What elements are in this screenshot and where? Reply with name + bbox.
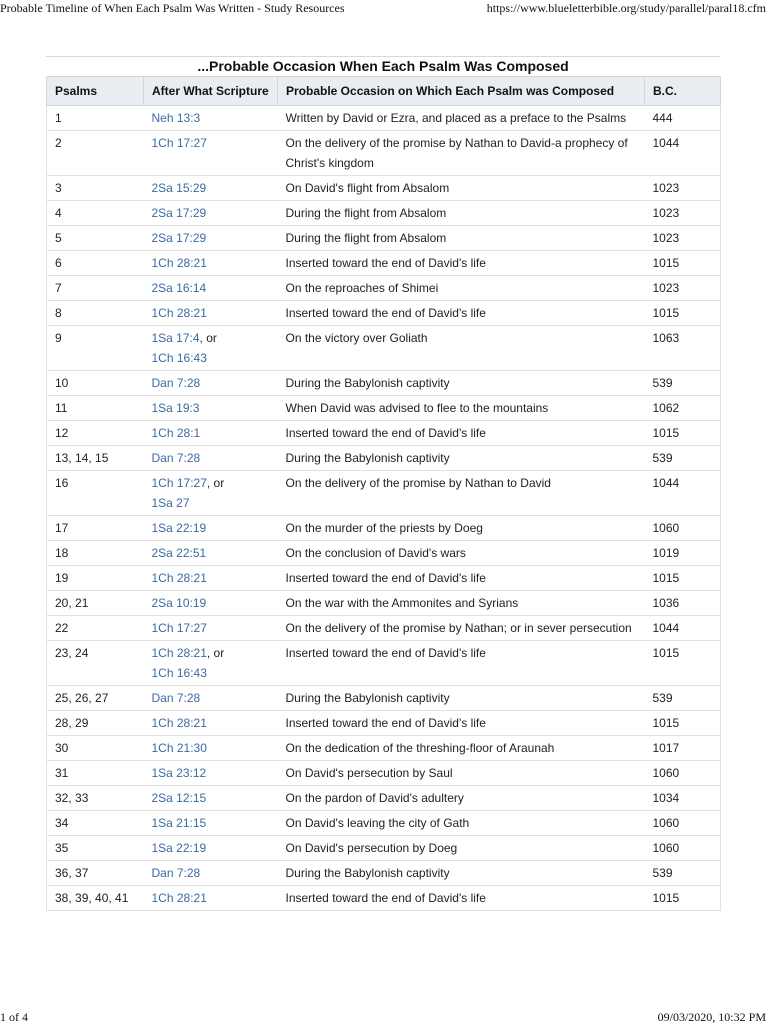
cell-scripture xyxy=(144,201,278,226)
cell-bc: 1015 xyxy=(645,301,721,326)
table-row xyxy=(47,326,721,371)
scripture-joiner: , or xyxy=(199,331,217,345)
cell-bc: 1015 xyxy=(645,566,721,591)
cell-scripture xyxy=(144,131,278,176)
table-row xyxy=(47,276,721,301)
cell-scripture xyxy=(144,836,278,861)
scripture-link[interactable]: 2Sa 15:29 xyxy=(151,181,207,195)
scripture-link[interactable]: 1Ch 21:30 xyxy=(151,741,207,755)
cell-scripture xyxy=(144,226,278,251)
cell-occasion: On David's persecution by Saul xyxy=(278,761,645,786)
cell-scripture xyxy=(144,541,278,566)
cell-bc: 1015 xyxy=(645,251,721,276)
cell-bc: 539 xyxy=(645,686,721,711)
scripture-link[interactable]: 2Sa 12:15 xyxy=(151,791,207,805)
table-row xyxy=(47,421,721,446)
scripture-link[interactable]: 1Ch 17:27 xyxy=(151,136,207,150)
scripture-link[interactable]: Dan 7:28 xyxy=(151,451,201,465)
table-row xyxy=(47,251,721,276)
cell-scripture xyxy=(144,591,278,616)
cell-scripture xyxy=(144,396,278,421)
cell-psalms: 25, 26, 27 xyxy=(47,686,144,711)
table-row xyxy=(47,541,721,566)
cell-psalms: 5 xyxy=(47,226,144,251)
scripture-joiner: , or xyxy=(206,646,225,660)
scripture-link[interactable]: 2Sa 10:19 xyxy=(151,596,207,610)
cell-bc: 1015 xyxy=(645,711,721,736)
cell-psalms: 20, 21 xyxy=(47,591,144,616)
cell-psalms: 1 xyxy=(47,106,144,131)
table-row xyxy=(47,301,721,326)
cell-occasion: Inserted toward the end of David's life xyxy=(278,251,645,276)
cell-psalms: 17 xyxy=(47,516,144,541)
cell-psalms: 13, 14, 15 xyxy=(47,446,144,471)
cell-occasion: During the flight from Absalom xyxy=(278,226,645,251)
cell-occasion: On the conclusion of David's wars xyxy=(278,541,645,566)
cell-bc: 1015 xyxy=(645,886,721,911)
cell-scripture xyxy=(144,446,278,471)
cell-psalms: 6 xyxy=(47,251,144,276)
cell-psalms: 11 xyxy=(47,396,144,421)
table-row xyxy=(47,396,721,421)
cell-occasion: During the Babylonish captivity xyxy=(278,446,645,471)
cell-occasion: On the reproaches of Shimei xyxy=(278,276,645,301)
cell-psalms: 38, 39, 40, 41 xyxy=(47,886,144,911)
scripture-link[interactable]: 1Sa 19:3 xyxy=(151,401,200,415)
cell-occasion: Inserted toward the end of David's life xyxy=(278,711,645,736)
cell-occasion: On the delivery of the promise by Nathan to David-a prophecy of Christ's kingdom xyxy=(278,131,645,176)
cell-occasion: Inserted toward the end of David's life xyxy=(278,421,645,446)
print-header xyxy=(0,1,768,16)
table-row xyxy=(47,786,721,811)
cell-occasion: On the war with the Ammonites and Syrians xyxy=(278,591,645,616)
cell-bc: 539 xyxy=(645,371,721,396)
table-row xyxy=(47,106,721,131)
cell-bc: 1036 xyxy=(645,591,721,616)
cell-scripture xyxy=(144,471,278,516)
cell-scripture xyxy=(144,886,278,911)
table-row xyxy=(47,811,721,836)
cell-psalms: 12 xyxy=(47,421,144,446)
cell-occasion: On the pardon of David's adultery xyxy=(278,786,645,811)
cell-occasion: Inserted toward the end of David's life xyxy=(278,566,645,591)
cell-bc: 444 xyxy=(645,106,721,131)
scripture-link[interactable]: Dan 7:28 xyxy=(151,866,201,880)
scripture-link[interactable]: 1Ch 28:21 xyxy=(151,891,207,905)
table-row xyxy=(47,861,721,886)
cell-occasion: On David's leaving the city of Gath xyxy=(278,811,645,836)
table-row xyxy=(47,616,721,641)
cell-psalms: 22 xyxy=(47,616,144,641)
scripture-link[interactable]: 1Ch 17:27 xyxy=(151,621,207,635)
study-resource-content xyxy=(46,56,720,911)
table-row xyxy=(47,761,721,786)
cell-occasion: During the Babylonish captivity xyxy=(278,861,645,886)
scripture-link[interactable]: 1Ch 28:21 xyxy=(151,716,207,730)
cell-psalms: 32, 33 xyxy=(47,786,144,811)
psalm-timeline-table xyxy=(46,76,721,911)
cell-occasion: During the Babylonish captivity xyxy=(278,686,645,711)
table-row xyxy=(47,226,721,251)
scripture-link[interactable]: 1Sa 27 xyxy=(151,496,190,510)
table-title: ...Probable Occasion When Each Psalm Was Composed xyxy=(46,56,720,76)
cell-scripture xyxy=(144,326,278,371)
column-header-bc: B.C. xyxy=(645,77,721,106)
scripture-link[interactable]: Dan 7:28 xyxy=(151,691,201,705)
cell-psalms: 9 xyxy=(47,326,144,371)
cell-occasion: On the delivery of the promise by Nathan; or in sever persecution xyxy=(278,616,645,641)
cell-psalms: 35 xyxy=(47,836,144,861)
scripture-joiner: , or xyxy=(206,476,225,490)
cell-scripture xyxy=(144,811,278,836)
cell-bc: 1015 xyxy=(645,421,721,446)
cell-occasion: On David's persecution by Doeg xyxy=(278,836,645,861)
cell-psalms: 7 xyxy=(47,276,144,301)
cell-bc: 1060 xyxy=(645,516,721,541)
cell-psalms: 4 xyxy=(47,201,144,226)
cell-bc: 1060 xyxy=(645,761,721,786)
cell-psalms: 2 xyxy=(47,131,144,176)
cell-occasion: Written by David or Ezra, and placed as a preface to the Psalms xyxy=(278,106,645,131)
cell-occasion: On the murder of the priests by Doeg xyxy=(278,516,645,541)
scripture-link[interactable]: 2Sa 17:29 xyxy=(151,206,207,220)
cell-bc: 1015 xyxy=(645,641,721,686)
cell-psalms: 23, 24 xyxy=(47,641,144,686)
cell-scripture xyxy=(144,301,278,326)
scripture-link[interactable]: 1Sa 21:15 xyxy=(151,816,207,830)
cell-bc: 1060 xyxy=(645,836,721,861)
table-row xyxy=(47,641,721,686)
print-page-title: Probable Timeline of When Each Psalm Was Written - Study Resources xyxy=(0,1,345,15)
cell-occasion: On the dedication of the threshing-floor of Araunah xyxy=(278,736,645,761)
cell-bc: 1044 xyxy=(645,616,721,641)
cell-scripture xyxy=(144,641,278,686)
scripture-link[interactable]: 1Ch 16:43 xyxy=(151,666,207,680)
table-header-row xyxy=(47,77,721,106)
scripture-link[interactable]: Dan 7:28 xyxy=(151,376,201,390)
cell-psalms: 34 xyxy=(47,811,144,836)
cell-occasion: On David's flight from Absalom xyxy=(278,176,645,201)
cell-scripture xyxy=(144,176,278,201)
table-body xyxy=(47,106,721,911)
table-row xyxy=(47,836,721,861)
table-row xyxy=(47,471,721,516)
cell-scripture xyxy=(144,371,278,396)
cell-psalms: 18 xyxy=(47,541,144,566)
cell-psalms: 8 xyxy=(47,301,144,326)
table-row xyxy=(47,371,721,396)
cell-scripture xyxy=(144,566,278,591)
scripture-link[interactable]: 1Sa 22:19 xyxy=(151,521,207,535)
table-row xyxy=(47,516,721,541)
cell-occasion: Inserted toward the end of David's life xyxy=(278,886,645,911)
cell-scripture xyxy=(144,251,278,276)
scripture-link[interactable]: 2Sa 16:14 xyxy=(151,281,207,295)
table-row xyxy=(47,736,721,761)
cell-psalms: 3 xyxy=(47,176,144,201)
scripture-link[interactable]: 1Ch 28:21 xyxy=(151,571,207,585)
table-row xyxy=(47,446,721,471)
cell-bc: 1034 xyxy=(645,786,721,811)
cell-scripture xyxy=(144,761,278,786)
cell-bc: 1017 xyxy=(645,736,721,761)
cell-psalms: 36, 37 xyxy=(47,861,144,886)
scripture-link[interactable]: 1Ch 16:43 xyxy=(151,351,207,365)
cell-scripture xyxy=(144,516,278,541)
cell-scripture xyxy=(144,106,278,131)
table-row xyxy=(47,886,721,911)
cell-occasion: On the victory over Goliath xyxy=(278,326,645,371)
scripture-link[interactable]: 2Sa 17:29 xyxy=(151,231,207,245)
cell-psalms: 30 xyxy=(47,736,144,761)
cell-bc: 1044 xyxy=(645,471,721,516)
cell-bc: 1044 xyxy=(645,131,721,176)
cell-bc: 1023 xyxy=(645,226,721,251)
scripture-link[interactable]: 1Ch 28:21 xyxy=(151,306,207,320)
scripture-link[interactable]: 1Ch 17:27 xyxy=(151,476,207,490)
cell-psalms: 31 xyxy=(47,761,144,786)
scripture-link[interactable]: 1Ch 28:21 xyxy=(151,646,207,660)
cell-occasion: During the Babylonish captivity xyxy=(278,371,645,396)
cell-scripture xyxy=(144,686,278,711)
cell-psalms: 28, 29 xyxy=(47,711,144,736)
scripture-link[interactable]: 1Sa 22:19 xyxy=(151,841,207,855)
print-page-url: https://www.blueletterbible.org/study/parallel/paral18.cfm xyxy=(486,1,766,15)
scripture-link[interactable]: 2Sa 22:51 xyxy=(151,546,207,560)
cell-scripture xyxy=(144,616,278,641)
cell-occasion: Inserted toward the end of David's life xyxy=(278,641,645,686)
scripture-link[interactable]: 1Ch 28:1 xyxy=(151,426,201,440)
cell-scripture xyxy=(144,711,278,736)
table-row xyxy=(47,131,721,176)
cell-scripture xyxy=(144,421,278,446)
table-row xyxy=(47,711,721,736)
cell-bc: 1063 xyxy=(645,326,721,371)
print-footer xyxy=(0,1010,768,1024)
cell-bc: 1023 xyxy=(645,276,721,301)
cell-psalms: 16 xyxy=(47,471,144,516)
cell-occasion: Inserted toward the end of David's life xyxy=(278,301,645,326)
cell-occasion: When David was advised to flee to the mountains xyxy=(278,396,645,421)
table-row xyxy=(47,176,721,201)
cell-occasion: During the flight from Absalom xyxy=(278,201,645,226)
print-timestamp: 09/03/2020, 10:32 PM xyxy=(657,1010,766,1024)
table-row xyxy=(47,686,721,711)
cell-occasion: On the delivery of the promise by Nathan to David xyxy=(278,471,645,516)
table-row xyxy=(47,566,721,591)
cell-scripture xyxy=(144,861,278,886)
cell-bc: 539 xyxy=(645,861,721,886)
cell-bc: 1019 xyxy=(645,541,721,566)
table-row xyxy=(47,201,721,226)
column-header-psalms: Psalms xyxy=(47,77,144,106)
page-number: 1 of 4 xyxy=(0,1010,28,1024)
scripture-link[interactable]: 1Sa 23:12 xyxy=(151,766,207,780)
cell-scripture xyxy=(144,736,278,761)
cell-bc: 1062 xyxy=(645,396,721,421)
table-row xyxy=(47,591,721,616)
cell-bc: 539 xyxy=(645,446,721,471)
scripture-link[interactable]: 1Ch 28:21 xyxy=(151,256,207,270)
scripture-link[interactable]: Neh 13:3 xyxy=(151,111,201,125)
column-header-scripture: After What Scripture xyxy=(144,77,278,106)
cell-scripture xyxy=(144,276,278,301)
cell-bc: 1023 xyxy=(645,176,721,201)
column-header-occasion: Probable Occasion on Which Each Psalm was Composed xyxy=(278,77,645,106)
scripture-link[interactable]: 1Sa 17:4 xyxy=(151,331,200,345)
cell-psalms: 10 xyxy=(47,371,144,396)
cell-bc: 1060 xyxy=(645,811,721,836)
cell-psalms: 19 xyxy=(47,566,144,591)
cell-scripture xyxy=(144,786,278,811)
cell-bc: 1023 xyxy=(645,201,721,226)
